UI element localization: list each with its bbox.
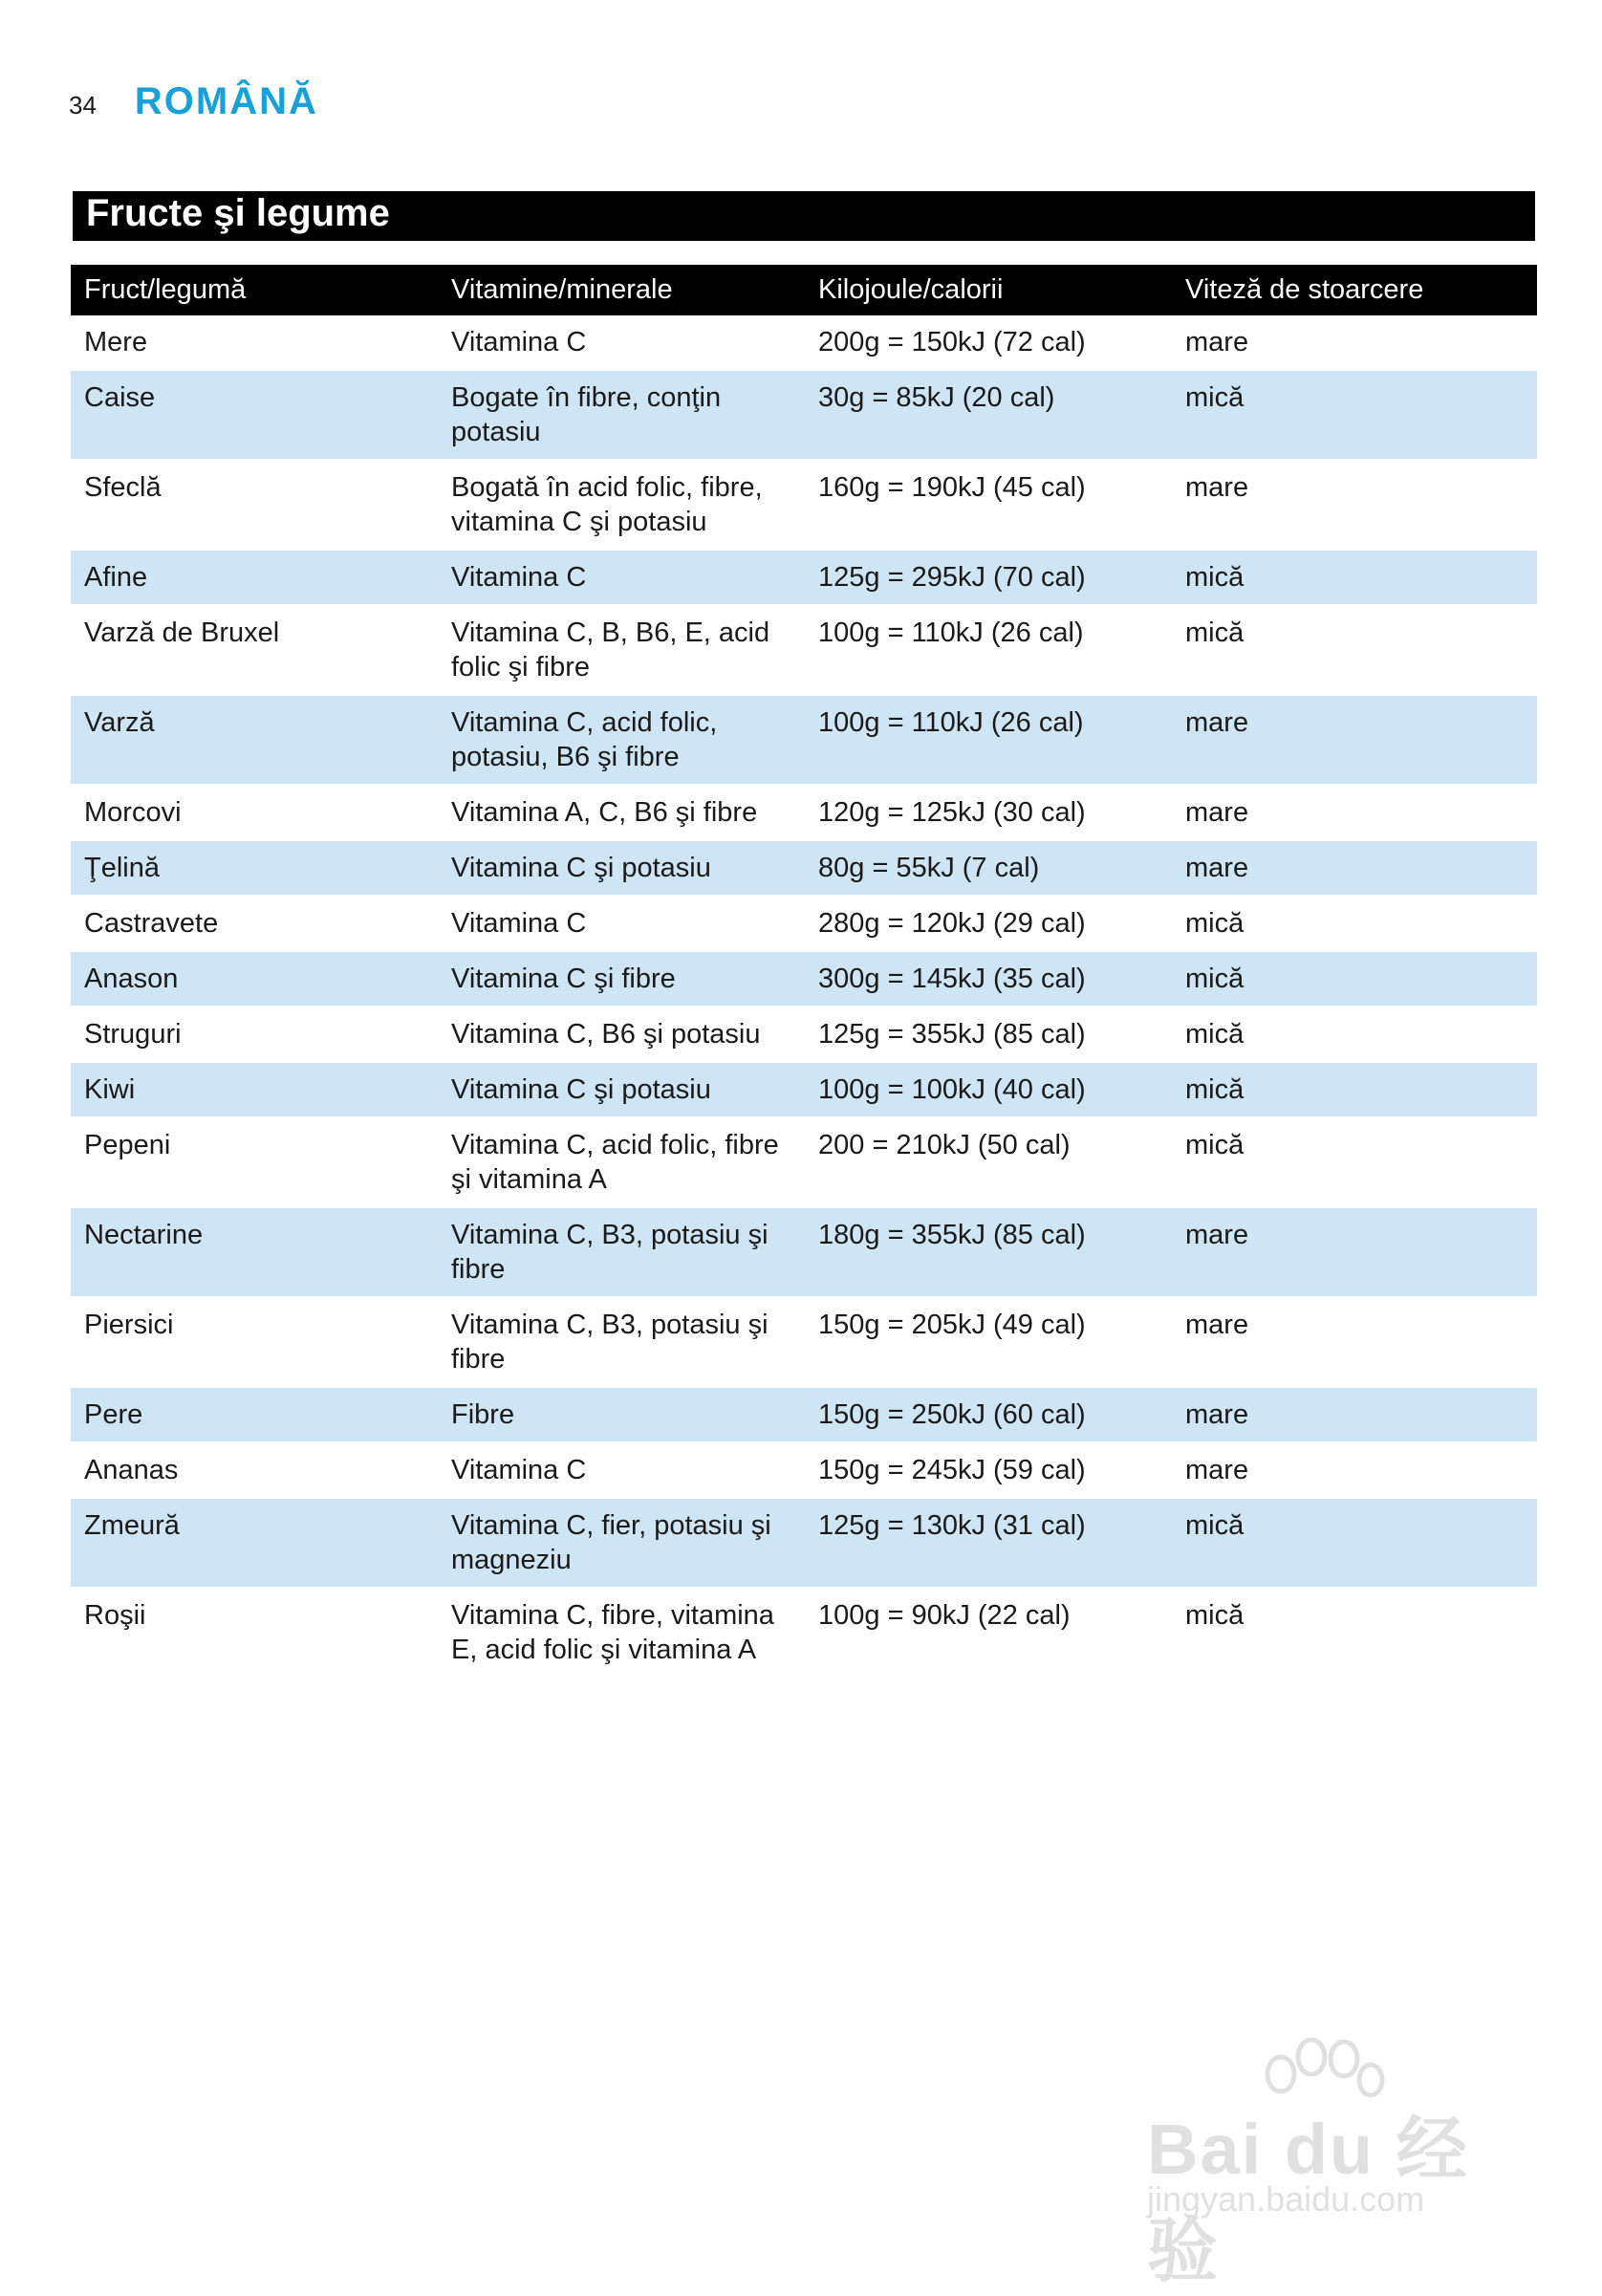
cell-vitamins: Vitamina C (438, 896, 805, 951)
cell-energy: 80g = 55kJ (7 cal) (805, 840, 1172, 896)
cell-vitamins: Vitamina C (438, 1442, 805, 1498)
cell-vitamins: Vitamina C şi potasiu (438, 840, 805, 896)
cell-item: Piersici (71, 1297, 438, 1387)
cell-item: Struguri (71, 1007, 438, 1062)
section-title: Fructe şi legume (86, 192, 390, 234)
cell-item: Sfeclă (71, 460, 438, 550)
column-header-speed: Viteză de stoarcere (1172, 265, 1537, 315)
cell-item: Anason (71, 951, 438, 1007)
cell-speed: mică (1172, 896, 1537, 951)
watermark-url: jingyan.baidu.com (1147, 2179, 1425, 2219)
cell-item: Zmeură (71, 1498, 438, 1588)
cell-vitamins: Vitamina A, C, B6 şi fibre (438, 785, 805, 840)
fruit-vegetable-table (71, 265, 1537, 1679)
table-header-row (71, 265, 1537, 315)
cell-item: Varză (71, 695, 438, 785)
cell-speed: mare (1172, 1387, 1537, 1442)
cell-speed: mică (1172, 1588, 1537, 1678)
table-row (71, 1007, 1537, 1062)
table-row (71, 550, 1537, 605)
cell-energy: 100g = 90kJ (22 cal) (805, 1588, 1172, 1678)
cell-energy: 120g = 125kJ (30 cal) (805, 785, 1172, 840)
cell-vitamins: Vitamina C şi fibre (438, 951, 805, 1007)
cell-speed: mică (1172, 951, 1537, 1007)
cell-speed: mică (1172, 1498, 1537, 1588)
cell-item: Pepeni (71, 1117, 438, 1207)
cell-energy: 125g = 130kJ (31 cal) (805, 1498, 1172, 1588)
cell-item: Caise (71, 370, 438, 460)
table-row (71, 1117, 1537, 1207)
cell-speed: mare (1172, 315, 1537, 370)
table-row (71, 315, 1537, 370)
table-row (71, 1297, 1537, 1387)
cell-energy: 150g = 205kJ (49 cal) (805, 1297, 1172, 1387)
table-row (71, 840, 1537, 896)
table-row (71, 460, 1537, 550)
table-row (71, 896, 1537, 951)
cell-item: Ananas (71, 1442, 438, 1498)
cell-vitamins: Vitamina C şi potasiu (438, 1062, 805, 1117)
cell-item: Castravete (71, 896, 438, 951)
cell-vitamins: Vitamina C (438, 550, 805, 605)
cell-energy: 125g = 295kJ (70 cal) (805, 550, 1172, 605)
cell-item: Ţelină (71, 840, 438, 896)
cell-speed: mică (1172, 1007, 1537, 1062)
column-header-item: Fruct/legumă (71, 265, 438, 315)
table-row (71, 1387, 1537, 1442)
table-row (71, 785, 1537, 840)
cell-vitamins: Vitamina C, fibre, vitamina E, acid folic şi vitamina A (438, 1588, 805, 1678)
cell-vitamins: Bogate în fibre, conţin potasiu (438, 370, 805, 460)
table-row (71, 1442, 1537, 1498)
cell-speed: mică (1172, 370, 1537, 460)
language-title: ROMÂNĂ (134, 80, 318, 122)
cell-energy: 150g = 245kJ (59 cal) (805, 1442, 1172, 1498)
table-row (71, 695, 1537, 785)
table-row (71, 1588, 1537, 1678)
table-row (71, 1498, 1537, 1588)
cell-item: Varză de Bruxel (71, 605, 438, 695)
cell-item: Roşii (71, 1588, 438, 1678)
cell-energy: 100g = 100kJ (40 cal) (805, 1062, 1172, 1117)
watermark-logo-text: Bai du 经验 (1147, 2110, 1469, 2290)
cell-energy: 100g = 110kJ (26 cal) (805, 605, 1172, 695)
table-row (71, 605, 1537, 695)
cell-vitamins: Vitamina C (438, 315, 805, 370)
cell-speed: mică (1172, 550, 1537, 605)
cell-energy: 30g = 85kJ (20 cal) (805, 370, 1172, 460)
cell-energy: 150g = 250kJ (60 cal) (805, 1387, 1172, 1442)
cell-vitamins: Vitamina C, B3, potasiu şi fibre (438, 1207, 805, 1297)
cell-speed: mare (1172, 1207, 1537, 1297)
cell-energy: 180g = 355kJ (85 cal) (805, 1207, 1172, 1297)
page-header (69, 80, 318, 123)
cell-energy: 125g = 355kJ (85 cal) (805, 1007, 1172, 1062)
cell-speed: mare (1172, 1442, 1537, 1498)
cell-vitamins: Vitamina C, B3, potasiu şi fibre (438, 1297, 805, 1387)
column-header-vitamins: Vitamine/minerale (438, 265, 805, 315)
cell-speed: mare (1172, 1297, 1537, 1387)
cell-item: Kiwi (71, 1062, 438, 1117)
cell-speed: mare (1172, 840, 1537, 896)
cell-energy: 280g = 120kJ (29 cal) (805, 896, 1172, 951)
cell-energy: 200 = 210kJ (50 cal) (805, 1117, 1172, 1207)
cell-vitamins: Vitamina C, fier, potasiu şi magneziu (438, 1498, 805, 1588)
table-row (71, 951, 1537, 1007)
cell-speed: mare (1172, 785, 1537, 840)
cell-vitamins: Vitamina C, B, B6, E, acid folic şi fibre (438, 605, 805, 695)
table-body (71, 315, 1537, 1678)
table-row (71, 1062, 1537, 1117)
cell-vitamins: Vitamina C, acid folic, fibre şi vitamina A (438, 1117, 805, 1207)
cell-energy: 300g = 145kJ (35 cal) (805, 951, 1172, 1007)
cell-vitamins: Bogată în acid folic, fibre, vitamina C şi potasiu (438, 460, 805, 550)
cell-vitamins: Vitamina C, B6 şi potasiu (438, 1007, 805, 1062)
cell-speed: mică (1172, 1117, 1537, 1207)
cell-energy: 160g = 190kJ (45 cal) (805, 460, 1172, 550)
watermark (1128, 2036, 1529, 2290)
cell-speed: mare (1172, 460, 1537, 550)
table-row (71, 370, 1537, 460)
cell-speed: mică (1172, 605, 1537, 695)
table-row (71, 1207, 1537, 1297)
cell-vitamins: Vitamina C, acid folic, potasiu, B6 şi fibre (438, 695, 805, 785)
page-number: 34 (69, 91, 97, 119)
cell-speed: mare (1172, 695, 1537, 785)
section-title-bar (73, 191, 1535, 241)
cell-speed: mică (1172, 1062, 1537, 1117)
cell-energy: 100g = 110kJ (26 cal) (805, 695, 1172, 785)
cell-item: Mere (71, 315, 438, 370)
cell-item: Morcovi (71, 785, 438, 840)
cell-item: Nectarine (71, 1207, 438, 1297)
cell-vitamins: Fibre (438, 1387, 805, 1442)
column-header-energy: Kilojoule/calorii (805, 265, 1172, 315)
cell-item: Afine (71, 550, 438, 605)
cell-item: Pere (71, 1387, 438, 1442)
cell-energy: 200g = 150kJ (72 cal) (805, 315, 1172, 370)
